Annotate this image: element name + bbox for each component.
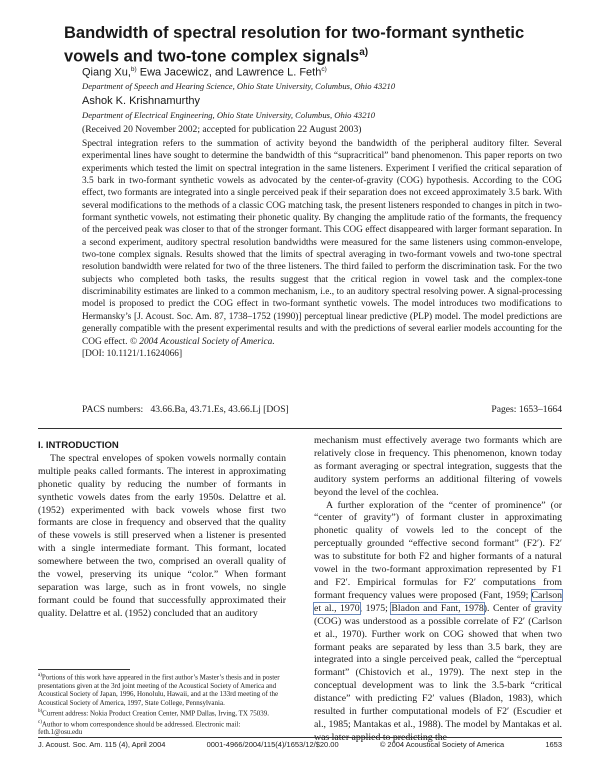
footnote <box>38 672 286 707</box>
footnote <box>38 708 286 718</box>
footnote <box>38 719 286 737</box>
author-footnote-mark: b) <box>130 66 137 73</box>
pacs-numbers: 43.66.Ba, 43.71.Es, 43.66.Lj [DOS] <box>150 404 289 415</box>
journal-citation: J. Acoust. Soc. Am. 115 (4), April 2004 <box>38 740 166 749</box>
footnotes <box>38 672 286 738</box>
footer-copyright: © 2004 Acoustical Society of America <box>379 740 505 749</box>
author-line-1 <box>82 66 327 79</box>
abstract <box>82 138 562 360</box>
right-column <box>314 435 562 745</box>
body-paragraph: The spectral envelopes of spoken vowels normally contain multiple peaks called formants. The interest in approximating phonetic quality by reducing the number of formants in synthetic vowels dates from the early 1950s. Delattre et al. (1952) experimented with back vowels whose first two formants are close in frequency and observed that the quality of these vowels is still preserved when a listener is presented with a single intermediate formant. This formant, located somewhere between the two, comprised an overall quality of the vowel, preserving its unique “color.” When formant separation was large, such as in front vowels, no single formant could be found that successfully approximated their quality. Delattre et al. (1952) concluded that an auditory <box>38 452 286 619</box>
footnote-text: Author to whom correspondence should be addressed. Electronic mail: feth.1@osu.edu <box>38 720 241 737</box>
received-dates: (Received 20 November 2002; accepted for publication 22 August 2003) <box>82 124 362 135</box>
author-footnote-mark: c) <box>321 66 327 73</box>
footnote-divider <box>38 669 130 670</box>
footnote-text: Portions of this work have appeared in the first author’s Master’s thesis and in poster presentations given at the 3rd joint meeting of the Acoustical Society of America and Acoustical Society of Japan, 1996, Honolulu, Hawaii, and at the 133rd meeting of the Acoustical Society of America, 1997, State College, Pennsylvania. <box>38 673 280 707</box>
page-number: 1653 <box>545 740 562 749</box>
paragraph-text: ). Center of gravity (COG) was understood as a possible correlate of F2′ (Carlson et al., 1970). Further work on COG showed that when two formant peaks are separated by less than 3.5 bark, they are integrated into a single perceived peak, called the “perceptual formant” (Chistovich et al., 1979). The next step in the conceptual development was to link the 3.5-bark “critical distance” with predicting F2′ values (Bladon, 1983), which resulted in further computational models of F2′ (Escudier et al., 1985; Mantakas et al., 1988). The model by Mantakas et al. was later applied to predicting the <box>314 602 562 743</box>
paragraph-text: A further exploration of the “center of prominence” (or “center of gravity”) of formant cluster in approximating phonetic quality of vowels led to the concept of the perceptually grounded “effective second formant” (F2′). F2′ was to substitute for both F2 and higher formants of a natural vowel in the two-formant approximation represented by F1 and F2′. Empirical formulas for F2′ computations from formant frequency values were proposed (Fant, 1959; <box>314 499 562 601</box>
footnote-mark: a) <box>38 673 42 678</box>
footer-divider <box>38 737 562 738</box>
abstract-copyright: © 2004 Acoustical Society of America. <box>129 336 275 347</box>
section-heading: I. INTRODUCTION <box>38 440 119 451</box>
pacs-row <box>82 404 562 415</box>
issn-code: 0001-4966/2004/115(4)/1653/12/$20.00 <box>206 740 339 749</box>
page-range: Pages: 1653–1664 <box>491 404 562 415</box>
author-line-2: Ashok K. Krishnamurthy <box>82 95 200 107</box>
left-column <box>38 440 286 621</box>
body-paragraph <box>314 500 562 745</box>
affiliation-1: Department of Speech and Hearing Science, Ohio State University, Columbus, Ohio 43210 <box>82 81 396 91</box>
citation-link[interactable]: Bladon and Fant, 1978 <box>391 602 484 614</box>
title-footnote-mark: a) <box>359 47 369 58</box>
divider <box>38 428 562 429</box>
footnote-text: Current address: Nokia Product Creation Center, NMP Dallas, Irving, TX 75039. <box>42 709 269 718</box>
footnote-mark: c) <box>38 719 42 725</box>
abstract-text: Spectral integration refers to the summation of activity beyond the bandwidth of the peripheral auditory filter. Several experimental lines have sought to determine the bandwidth of this “supracritical” band phenomenon. This paper reports on two experiments which tested the limit on spectral integration in the same listeners. Experiment I verified the critical separation of 3.5 bark in two-formant synthetic vowels as advocated by the center-of-gravity (COG) hypothesis. According to the COG effect, two formants are integrated into a single perceived peak if their separation does not exceed approximately 3.5 bark. With several modifications to the methods of a classic COG matching task, the present listeners responded to changes in pitch in two-formant synthetic vowels, not estimating their phonetic quality. By changing the amplitude ratio of the formants, the frequency of the perceived peak was closer to that of the stronger formant. This COG effect disappeared with larger formant separation. In a second experiment, auditory spectral resolution bandwidths were measured for the same listeners using common-envelope, two-tone complex signals. Results showed that the limits of spectral averaging in two-formant vowels and two-tone spectral resolution bandwidth were related for two of the three listeners. The third failed to perform the discrimination task. For the two subjects who completed both tasks, the results suggest that the critical region in vowel task and the complex-tone discriminability estimates are linked to a common mechanism, i.e., to an auditory spectral resolving power. A signal-processing model is proposed to predict the COG effect in two-formant synthetic vowels. The model introduces two modifications to Hermansky’s [J. Acoust. Soc. Am. 87, 1738–1752 (1990)] perceptual linear predictive (PLP) model. The model predictions are generally compatible with the present experimental results and with the predictions of several earlier models accounting for the COG effect. <box>82 139 562 347</box>
citation-link[interactable]: Carlson et al., 1970 <box>314 589 562 614</box>
author-name: Qiang Xu, <box>82 66 131 79</box>
page-footer <box>38 740 562 749</box>
author-names: Ewa Jacewicz, and Lawrence L. Feth <box>136 66 322 79</box>
pacs-label: PACS numbers: <box>82 404 144 415</box>
footnote-mark: b) <box>38 708 43 714</box>
title-text: Bandwidth of spectral resolution for two-formant synthetic vowels and two-tone complex signals <box>64 24 525 66</box>
body-paragraph: mechanism must effectively average two formants which are relatively close in frequency. This phenomenon, known today as formant averaging or spectral integration, suggests that the auditory system performs an additional filtering of vowels beyond the level of the cochlea. <box>314 435 562 498</box>
article-title <box>64 24 554 67</box>
paragraph-text: , 1975; <box>359 602 392 614</box>
doi: [DOI: 10.1121/1.1624066] <box>82 348 183 359</box>
affiliation-2: Department of Electrical Engineering, Ohio State University, Columbus, Ohio 43210 <box>82 110 376 120</box>
